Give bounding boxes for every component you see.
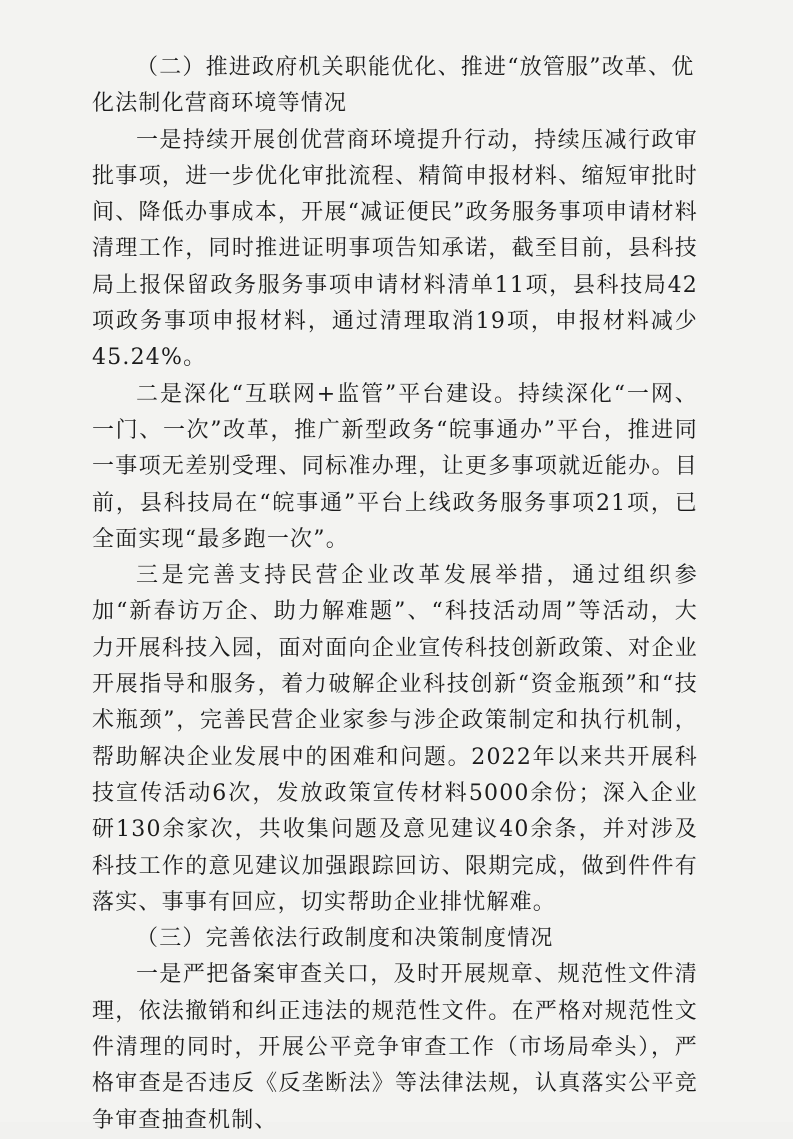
document-body	[92, 50, 698, 1139]
paragraph-filing-review: 一是严把备案审查关口，及时开展规章、规范性文件清理，依法撤销和纠正违法的规范性文件。在严格对规范性文件清理的同时，开展公平竞争审查工作（市场局牵头），严格审查是否违反《反垄断法》等法律法规，认真落实公平竞争审查抽查机制、	[92, 962, 698, 1133]
paragraph-internet-supervision: 二是深化“互联网+监管”平台建设。持续深化“一网、一门、一次”改革，推广新型政务“皖事通办”平台，推进同一事项无差别受理、同标准办理，让更多事项就近能办。目前，县科技局在“皖事通”平台上线政务服务事项21项，已全面实现“最多跑一次”。	[92, 381, 698, 552]
section-heading-3: （三）完善依法行政制度和决策制度情况	[136, 926, 554, 952]
paragraph-business-environment: 一是持续开展创优营商环境提升行动，持续压减行政审批事项，进一步优化审批流程、精简申报材料、缩短审批时间、降低办事成本，开展“减证便民”政务服务事项申请材料清理工作，同时推进证明事项告知承诺，截至目前，县科技局上报保留政务服务事项申请材料清单11项，县科技局42项政务事项申报材料，通过清理取消19项，申报材料减少45.24%。	[92, 127, 698, 371]
section-heading-2: （二）推进政府机关职能优化、推进“放管服”改革、优化法制化营商环境等情况	[92, 55, 695, 117]
paragraph-private-enterprise: 三是完善支持民营企业改革发展举措，通过组织参加“新春访万企、助力解难题”、“科技活动周”等活动，大力开展科技入园，面对面向企业宣传科技创新政策、对企业开展指导和服务，着力破解企业科技创新“资金瓶颈”和“技术瓶颈”，完善民营企业家参与涉企政策制定和执行机制，帮助解决企业发展中的困难和问题。2022年以来共开展科技宣传活动6次，发放政策宣传材料5000余份；深入企业研130余家次，共收集问题及意见建议40余条，并对涉及科技工作的意见建议加强跟踪回访、限期完成，做到件件有落实、事事有回应，切实帮助企业排忧解难。	[92, 563, 698, 915]
